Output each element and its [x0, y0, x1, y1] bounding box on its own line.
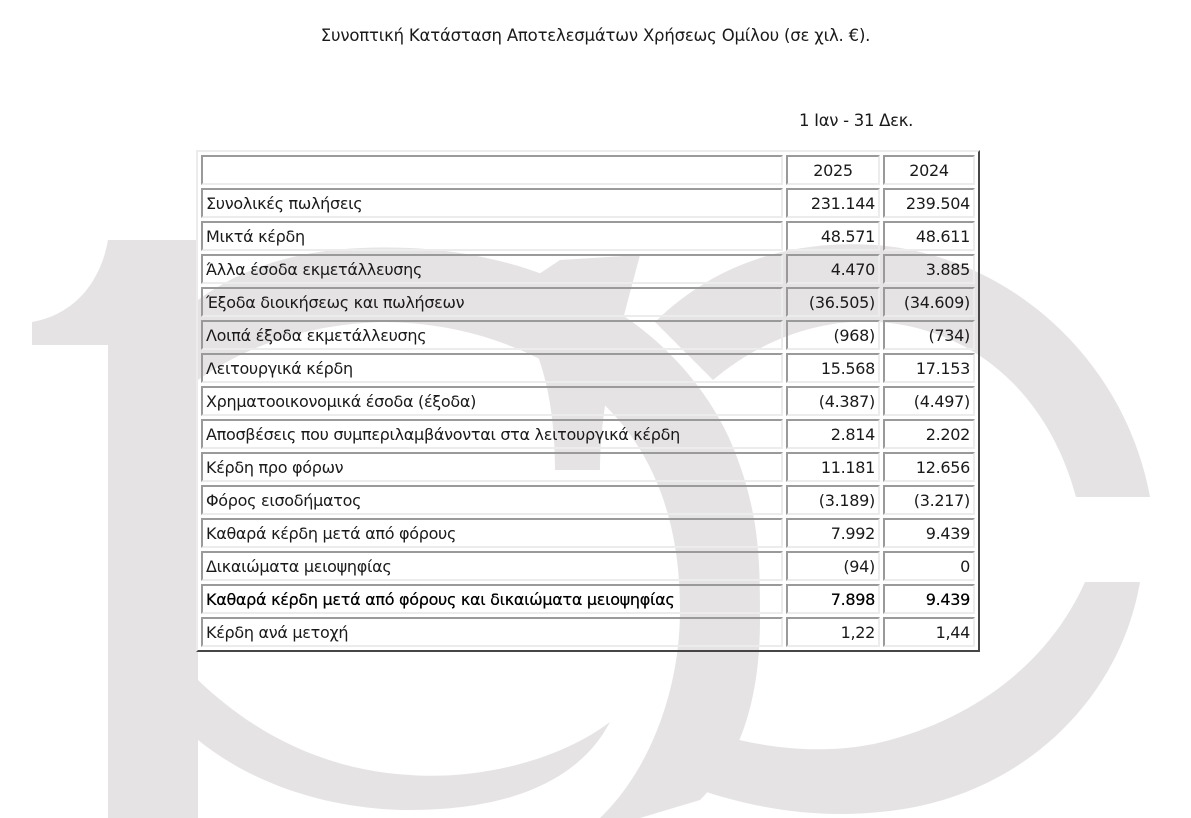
table-row [201, 188, 975, 218]
row-label: Χρηματοοικονομικά έσοδα (έξοδα) [201, 386, 783, 416]
value-2024: 3.885 [883, 254, 975, 284]
row-label: Άλλα έσοδα εκμετάλλευσης [201, 254, 783, 284]
value-2024: 12.656 [883, 452, 975, 482]
value-2025: 48.571 [786, 221, 880, 251]
value-2025: 7.992 [786, 518, 880, 548]
value-2025: (4.387) [786, 386, 880, 416]
row-label: Φόρος εισοδήματος [201, 485, 783, 515]
row-label: Μικτά κέρδη [201, 221, 783, 251]
table-row [201, 353, 975, 383]
watermark-digit-one [32, 240, 198, 818]
value-2025: (968) [786, 320, 880, 350]
header-year-2024: 2024 [883, 155, 975, 185]
value-2024: 0 [883, 551, 975, 581]
value-2025: 2.814 [786, 419, 880, 449]
value-2025: 1,22 [786, 617, 880, 647]
value-2024: 9.439 [883, 518, 975, 548]
table-row-net-profit-after-minorities [201, 584, 975, 614]
value-2024: 1,44 [883, 617, 975, 647]
table-row [201, 518, 975, 548]
row-label: Έξοδα διοικήσεως και πωλήσεων [201, 287, 783, 317]
value-2024: (4.497) [883, 386, 975, 416]
row-label: Δικαιώματα μειοψηφίας [201, 551, 783, 581]
table-header-row [201, 155, 975, 185]
table-row [201, 221, 975, 251]
value-2024: 17.153 [883, 353, 975, 383]
value-2024: 239.504 [883, 188, 975, 218]
row-label: Αποσβέσεις που συμπεριλαμβάνονται στα λειτουργικά κέρδη [201, 419, 783, 449]
row-label: Λειτουργικά κέρδη [201, 353, 783, 383]
value-2024: (734) [883, 320, 975, 350]
value-2025: 231.144 [786, 188, 880, 218]
table-row [201, 551, 975, 581]
income-statement-table [196, 150, 980, 652]
row-label: Κέρδη ανά μετοχή [201, 617, 783, 647]
header-year-2025: 2025 [786, 155, 880, 185]
table-row [201, 452, 975, 482]
table-row [201, 485, 975, 515]
row-label: Καθαρά κέρδη μετά από φόρους [201, 518, 783, 548]
value-2024: 48.611 [883, 221, 975, 251]
value-2025: 15.568 [786, 353, 880, 383]
table-row [201, 287, 975, 317]
value-2025: 4.470 [786, 254, 880, 284]
header-label-cell [201, 155, 783, 185]
value-2025: (94) [786, 551, 880, 581]
row-label: Κέρδη προ φόρων [201, 452, 783, 482]
value-2024: (3.217) [883, 485, 975, 515]
table-row [201, 386, 975, 416]
table-row [201, 254, 975, 284]
value-2024: 2.202 [883, 419, 975, 449]
value-2025: (3.189) [786, 485, 880, 515]
value-2024: 9.439 [883, 584, 975, 614]
value-2025: 11.181 [786, 452, 880, 482]
value-2024: (34.609) [883, 287, 975, 317]
row-label: Συνολικές πωλήσεις [201, 188, 783, 218]
table-row [201, 617, 975, 647]
value-2025: (36.505) [786, 287, 880, 317]
table-row [201, 320, 975, 350]
row-label: Λοιπά έξοδα εκμετάλλευσης [201, 320, 783, 350]
report-title: Συνοπτική Κατάσταση Αποτελεσμάτων Χρήσεως Ομίλου (σε χιλ. €). [320, 26, 871, 45]
table-row [201, 419, 975, 449]
row-label: Καθαρά κέρδη μετά από φόρους και δικαιώματα μειοψηφίας [201, 584, 783, 614]
period-label: 1 Ιαν - 31 Δεκ. [799, 111, 914, 130]
value-2025: 7.898 [786, 584, 880, 614]
watermark-ring-middle [198, 680, 610, 810]
